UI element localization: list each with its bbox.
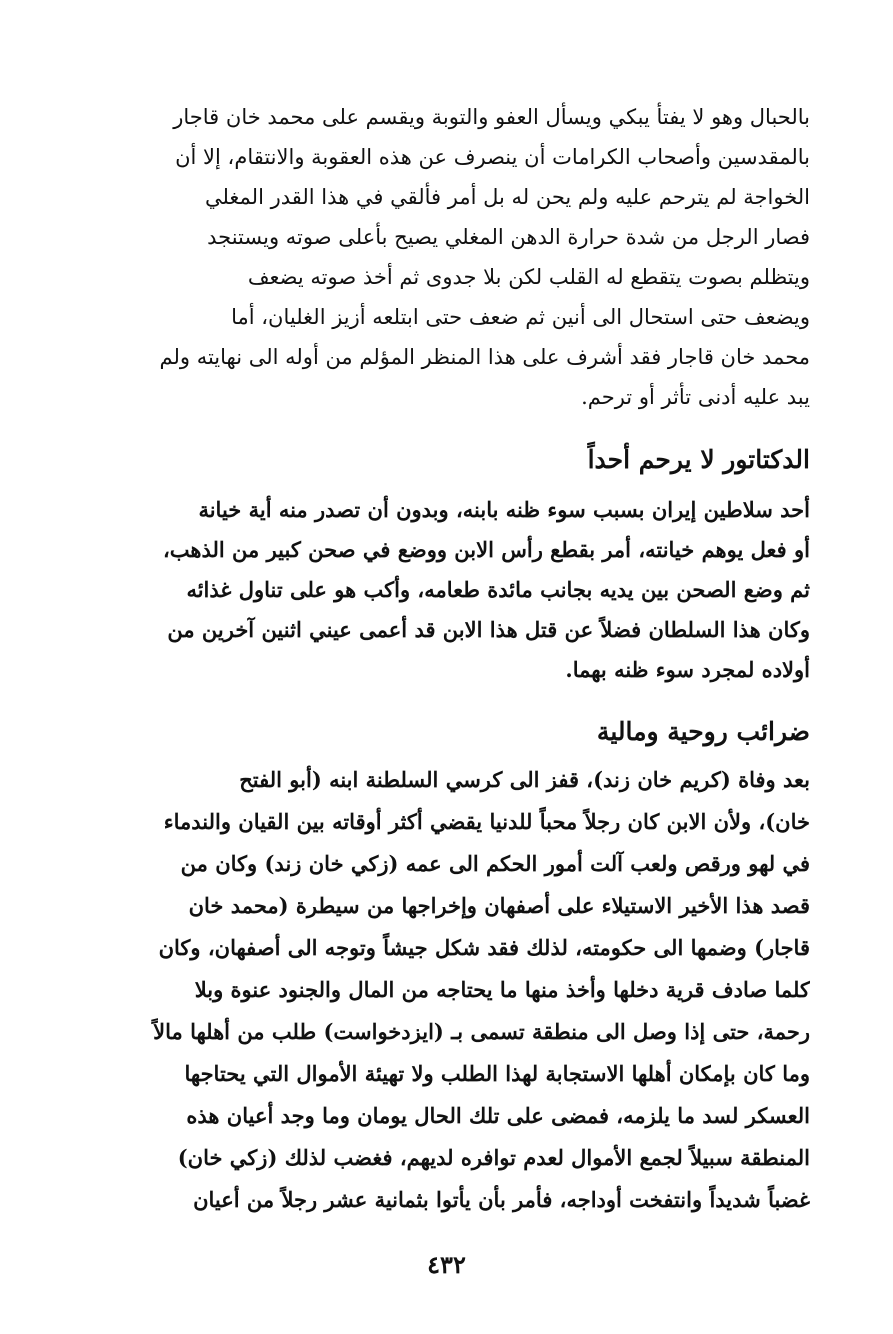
text-line: رحمة، حتى إذا وصل الى منطقة تسمى بـ (ايزدخواست) طلب من أهلها مالاً <box>153 1019 810 1044</box>
text-line: فصار الرجل من شدة حرارة الدهن المغلي يصيح بأعلى صوته ويستنجد <box>207 225 810 249</box>
text-line: أحد سلاطين إيران بسبب سوء ظنه بابنه، وبدون أن تصدر منه أية خيانة <box>198 497 810 522</box>
text-line: قاجار) وضمها الى حكومته، لذلك فقد شكل جيشاً وتوجه الى أصفهان، وكان <box>158 935 810 960</box>
text-line: يبد عليه أدنى تأثر أو ترحم. <box>581 385 810 409</box>
text-line: محمد خان قاجار فقد أشرف على هذا المنظر المؤلم من أوله الى نهايته ولم <box>159 345 810 369</box>
section-heading: الدكتاتور لا يرحم أحداً <box>587 445 810 474</box>
text-line: بعد وفاة (كريم خان زند)، قفز الى كرسي السلطنة ابنه (أبو الفتح <box>239 767 810 792</box>
text-line: أو فعل يوهم خيانته، أمر بقطع رأس الابن ووضع في صحن كبير من الذهب، <box>163 537 810 562</box>
text-line: المنطقة سبيلاً لجمع الأموال لعدم توافره لديهم، فغضب لذلك (زكي خان) <box>177 1145 810 1170</box>
text-line: قصد هذا الأخير الاستيلاء على أصفهان وإخراجها من سيطرة (محمد خان <box>188 893 810 918</box>
text-line: وكان هذا السلطان فضلاً عن قتل هذا الابن قد أعمى عيني اثنين آخرين من <box>167 617 810 642</box>
text-line: وما كان بإمكان أهلها الاستجابة لهذا الطلب ولا تهيئة الأموال التي يحتاجها <box>184 1061 810 1086</box>
page-number: ٤٣٢ <box>427 1250 466 1279</box>
text-line: أولاده لمجرد سوء ظنه بهما. <box>565 657 810 682</box>
text-line: ثم وضع الصحن بين يديه بجانب مائدة طعامه، وأكب هو على تناول غذائه <box>186 577 810 602</box>
text-line: خان)، ولأن الابن كان رجلاً محباً للدنيا يقضي أكثر أوقاته بين القيان والندماء <box>163 809 810 834</box>
text-line: بالمقدسين وأصحاب الكرامات أن ينصرف عن هذه العقوبة والانتقام، إلا أن <box>175 145 810 169</box>
text-line: في لهو ورقص ولعب آلت أمور الحكم الى عمه (زكي خان زند) وكان من <box>180 851 810 876</box>
section-heading: ضرائب روحية ومالية <box>596 717 810 746</box>
text-line: بالحبال وهو لا يفتأ يبكي ويسأل العفو والتوبة ويقسم على محمد خان قاجار <box>173 105 810 129</box>
text-line: ويضعف حتى استحال الى أنين ثم ضعف حتى ابتلعه أزيز الغليان، أما <box>231 305 810 329</box>
text-line: الخواجة لم يترحم عليه ولم يحن له بل أمر فألقي في هذا القدر المغلي <box>204 185 810 209</box>
text-line: غضباً شديداً وانتفخت أوداجه، فأمر بأن يأتوا بثمانية عشر رجلاً من أعيان <box>193 1187 810 1212</box>
text-line: العسكر لسد ما يلزمه، فمضى على تلك الحال يومان وما وجد أعيان هذه <box>186 1103 810 1128</box>
text-line: كلما صادف قرية دخلها وأخذ منها ما يحتاجه من المال والجنود عنوة وبلا <box>194 977 810 1002</box>
text-line: ويتظلم بصوت يتقطع له القلب لكن بلا جدوى ثم أخذ صوته يضعف <box>247 265 810 289</box>
